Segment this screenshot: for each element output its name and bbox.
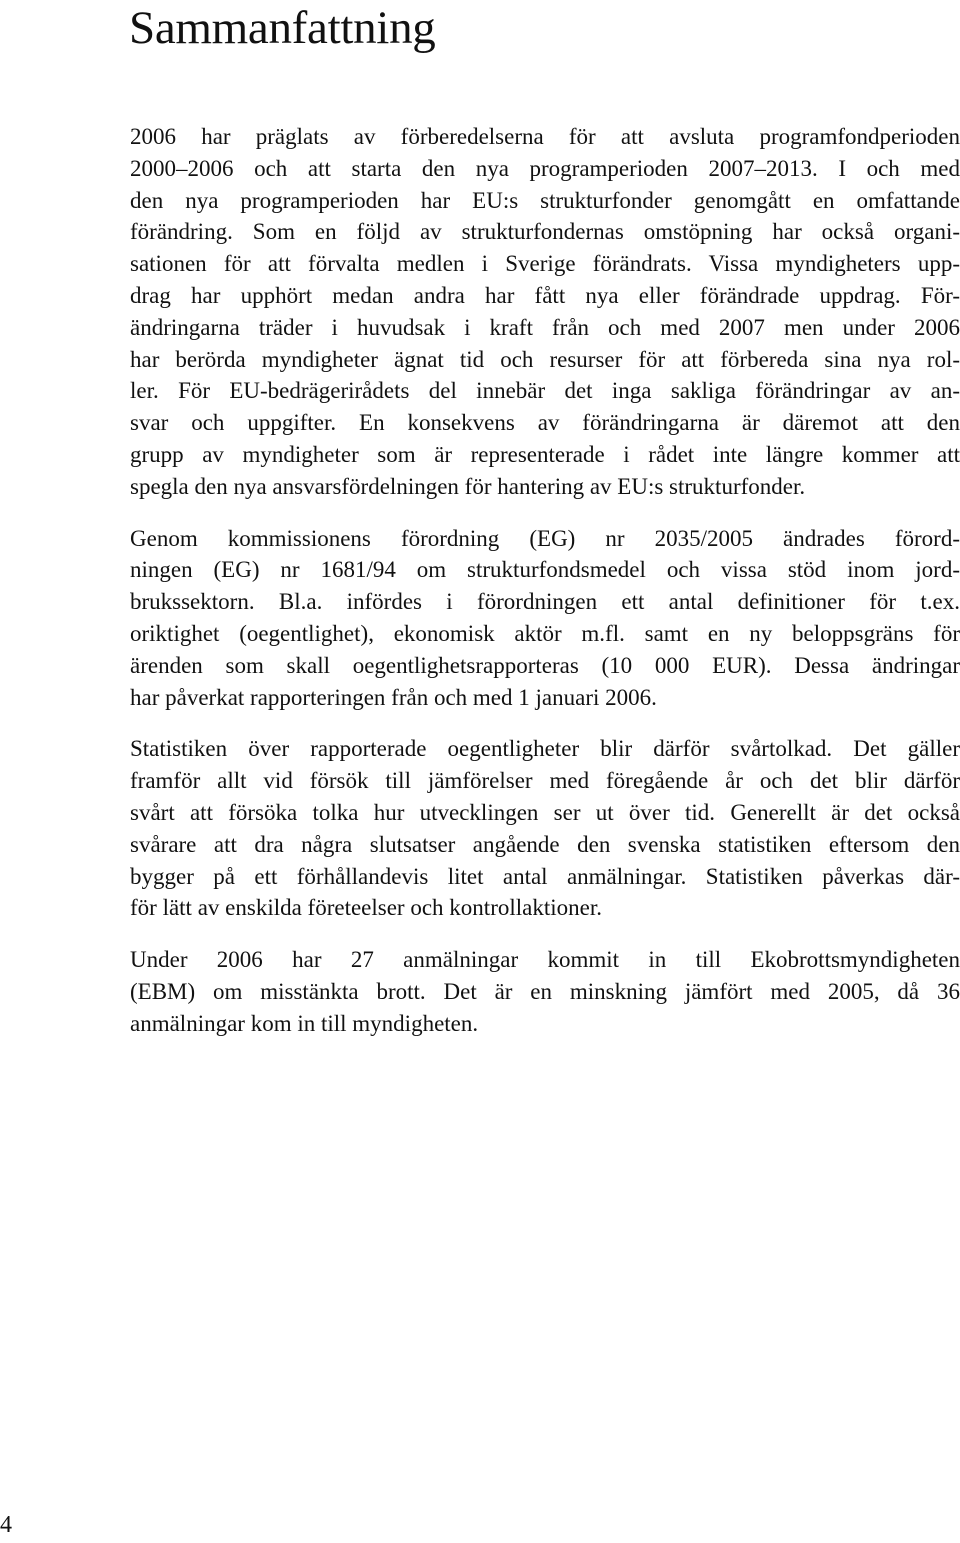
text-line: oriktighet (oegentlighet), ekonomisk aktör m.fl. samt en ny beloppsgräns för xyxy=(130,620,960,646)
text-line: Genom kommissionens förordning (EG) nr 2035/2005 ändrades förord- xyxy=(130,525,960,551)
text-line: 2006 har präglats av förberedelserna för att avsluta programfondperioden xyxy=(130,124,960,149)
paragraph-3 xyxy=(130,733,960,924)
page-number: 4 xyxy=(0,1512,12,1538)
page-title: Sammanfattning xyxy=(129,2,436,54)
text-line: förändring. Som en följd av strukturfondernas omstöpning har också organi- xyxy=(130,219,960,245)
text-line: sationen för att förvalta medlen i Sverige förändrats. Vissa myndigheters upp- xyxy=(130,251,960,277)
text-line: ningen (EG) nr 1681/94 om strukturfondsmedel och vissa stöd inom jord- xyxy=(130,557,960,583)
text-line: ärenden som skall oegentlighetsrapporteras (10 000 EUR). Dessa ändringar xyxy=(130,652,960,678)
text-line: svårt att försöka tolka hur utvecklingen ser ut över tid. Generellt är det också xyxy=(130,799,960,825)
paragraph-2 xyxy=(130,523,960,714)
text-line: drag har upphört medan andra har fått nya eller förändrade uppdrag. För- xyxy=(130,282,960,308)
paragraph-1 xyxy=(130,121,960,503)
text-line: Under 2006 har 27 anmälningar kommit in till Ekobrottsmyndigheten xyxy=(130,947,960,973)
paragraph-4 xyxy=(130,944,960,1039)
body-text xyxy=(130,121,960,1060)
text-line: framför allt vid försök till jämförelser med föregående år och det blir därför xyxy=(130,768,960,794)
text-line: ändringarna träder i huvudsak i kraft från och med 2007 men under 2006 xyxy=(130,314,960,340)
text-line: ler. För EU-bedrägerirådets del innebär det inga sakliga förändringar av an- xyxy=(130,378,960,404)
text-line: för lätt av enskilda företeelser och kontrollaktioner. xyxy=(130,895,602,921)
text-line: Statistiken över rapporterade oegentligheter blir därför svårtolkad. Det gäller xyxy=(130,736,960,762)
text-line: grupp av myndigheter som är representerade i rådet inte längre kommer att xyxy=(130,441,960,467)
text-line: (EBM) om misstänkta brott. Det är en minskning jämfört med 2005, då 36 xyxy=(130,978,960,1004)
text-line: brukssektorn. Bl.a. infördes i förordningen ett antal definitioner för t.ex. xyxy=(130,589,960,615)
text-line: 2000–2006 och att starta den nya programperioden 2007–2013. I och med xyxy=(130,155,960,181)
text-line: anmälningar kom in till myndigheten. xyxy=(130,1010,479,1036)
text-line: svar och uppgifter. En konsekvens av förändringarna är däremot att den xyxy=(130,410,960,436)
text-line: bygger på ett förhållandevis litet antal anmälningar. Statistiken påverkas där- xyxy=(130,863,960,889)
text-line: har påverkat rapporteringen från och med 1 januari 2006. xyxy=(130,684,657,710)
text-line: har berörda myndigheter ägnat tid och resurser för att förbereda sina nya rol- xyxy=(130,346,960,372)
text-line: svårare att dra några slutsatser angående den svenska statistiken eftersom den xyxy=(130,831,960,857)
text-line: den nya programperioden har EU:s strukturfonder genomgått en omfattande xyxy=(130,187,960,213)
text-line: spegla den nya ansvarsfördelningen för hantering av EU:s strukturfonder. xyxy=(130,473,806,499)
